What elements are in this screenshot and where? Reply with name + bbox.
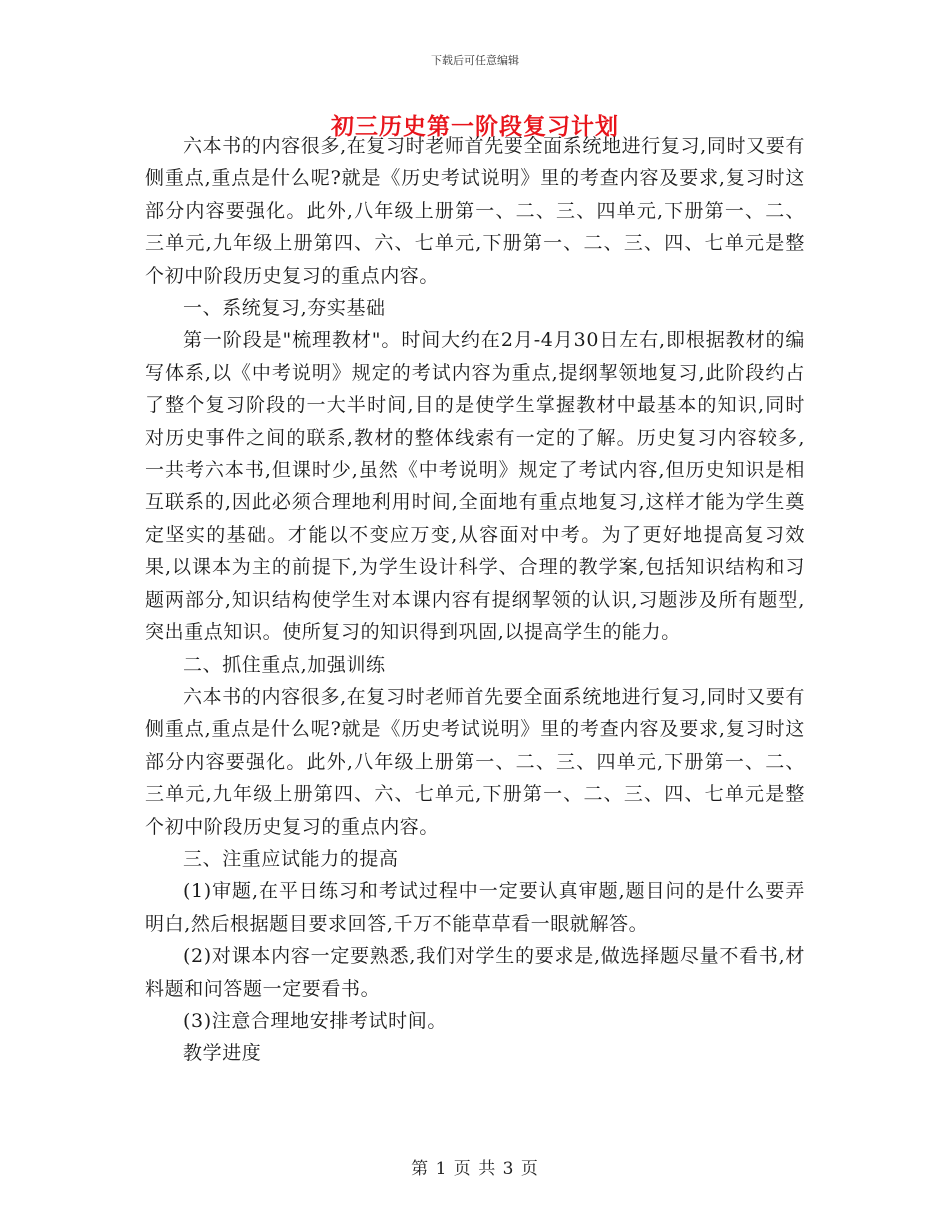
paragraph-stage-one: 第一阶段是"梳理教材"。时间大约在2月-4月30日左右,即根据教材的编写体系,以《中考说明》规定的考试内容为重点,提纲挈领地复习,此阶段约占了整个复习阶段的一大半时间,目的是使学生掌握教材中最基本的知识,同时对历史事件之间的联系,教材的整体线索有一定的了解。历史复习内容较多,一共考六本书,但课时少,虽然《中考说明》规定了考试内容,但历史知识是相互联系的,因此必须合理地利用时间,全面地有重点地复习,这样才能为学生奠定坚实的基础。才能以不变应万变,从容面对中考。为了更好地提高复习效果,以课本为主的前提下,为学生设计科学、合理的教学案,包括知识结构和习题两部分,知识结构使学生对本课内容有提纲挈领的认识,习题涉及所有题型,突出重点知识。使所复习的知识得到巩固,以提高学生的能力。 bbox=[145, 329, 805, 644]
document-title: 初三历史第一阶段复习计划 bbox=[331, 113, 619, 140]
paragraph-intro: 六本书的内容很多,在复习时老师首先要全面系统地进行复习,同时又要有侧重点,重点是什么呢?就是《历史考试说明》里的考查内容及要求,复习时这部分内容要强化。此外,八年级上册第一、二、三、四单元,下册第一、二、三单元,九年级上册第四、六、七单元,下册第一、二、三、四、七单元是整个初中阶段历史复习的重点内容。 bbox=[145, 135, 805, 287]
paragraph-key-points: 六本书的内容很多,在复习时老师首先要全面系统地进行复习,同时又要有侧重点,重点是什么呢?就是《历史考试说明》里的考查内容及要求,复习时这部分内容要强化。此外,八年级上册第一、二、三、四单元,下册第一、二、三单元,九年级上册第四、六、七单元,下册第一、二、三、四、七单元是整个初中阶段历史复习的重点内容。 bbox=[145, 685, 805, 838]
section-heading-1: 一、系统复习,夯实基础 bbox=[183, 297, 386, 320]
list-item-1: (1)审题,在平日练习和考试过程中一定要认真审题,题目问的是什么要弄明白,然后根据题目要求回答,千万不能草草看一眼就解答。 bbox=[145, 880, 805, 935]
section-heading-2: 二、抓住重点,加强训练 bbox=[183, 653, 386, 676]
paragraph-teaching-progress: 教学进度 bbox=[183, 1042, 262, 1065]
document-body bbox=[145, 130, 805, 1070]
list-item-3: (3)注意合理地安排考试时间。 bbox=[183, 1009, 447, 1032]
section-heading-3: 三、注重应试能力的提高 bbox=[183, 847, 399, 870]
header-note: 下载后可任意编辑 bbox=[431, 54, 519, 67]
page-number: 第 1 页 共 3 页 bbox=[411, 1159, 539, 1179]
list-item-2: (2)对课本内容一定要熟悉,我们对学生的要求是,做选择题尽量不看书,材料题和问答题一定要看书。 bbox=[145, 945, 805, 1000]
